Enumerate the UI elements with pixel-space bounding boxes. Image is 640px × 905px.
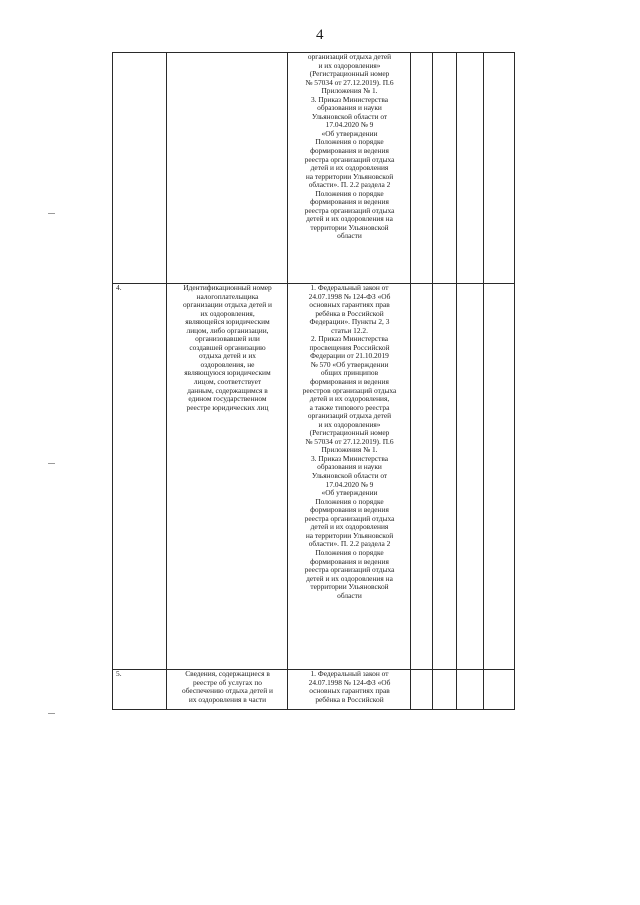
note-cell (484, 284, 515, 670)
row-number-cell (113, 53, 167, 284)
requirement-cell: Идентификационный номер налогоплательщика организации отдыха детей и их оздоровления, являющейся юридическим лицом, либо организации, организовавшей или создавшей организацию отдыха детей и их оздоровления, не являющуюся юридическим лицом, соответствует данным, содержащимся в едином государственном реестре юридических лиц (167, 284, 288, 670)
left-margin-mark (48, 213, 55, 214)
requirement-cell (167, 53, 288, 284)
requirement-cell: Сведения, содержащиеся в реестре об услугах по обеспечению отдыха детей и их оздоровления в части (167, 670, 288, 710)
answer-cell (433, 670, 457, 710)
answer-cell (457, 670, 484, 710)
legal-basis-cell: организаций отдыха детей и их оздоровления» (Регистрационный номер № 57034 от 27.12.2019). П.6 Приложения № 1. 3. Приказ Министерства образования и науки Ульяновской области от 17.04.2020 № 9 «Об утверждении Положения о порядке формирования и ведения реестра организаций отдыха детей и их оздоровления на территории Ульяновской области». П. 2.2 раздела 2 Положения о порядке формирования и ведения реестра организаций отдыха детей и их оздоровления на территории Ульяновской области (288, 53, 411, 284)
legal-basis-cell: 1. Федеральный закон от 24.07.1998 № 124-ФЗ «Об основных гарантиях прав ребёнка в Российской Федерации». Пункты 2, 3 статьи 12.2. 2. Приказ Министерства просвещения Российской Федерации от 21.10.2019 № 570 «Об утверждении общих принципов формирования и ведения реестров организаций отдыха детей и их оздоровления, а также типового реестра организаций отдыха детей и их оздоровления» (Регистрационный номер № 57034 от 27.12.2019). П.6 Приложения № 1. 3. Приказ Министерства образования и науки Ульяновской области от 17.04.2020 № 9 «Об утверждении Положения о порядке формирования и ведения реестра организаций отдыха детей и их оздоровления на территории Ульяновской области». П. 2.2 раздела 2 Положения о порядке формирования и ведения реестра организаций отдыха детей и их оздоровления на территории Ульяновской области (288, 284, 411, 670)
table-row (113, 284, 515, 670)
page-number: 4 (316, 27, 324, 43)
row-number-cell: 4. (113, 284, 167, 670)
requirements-table (112, 52, 515, 710)
answer-cell (411, 53, 433, 284)
left-margin-mark (48, 713, 55, 714)
answer-cell (457, 53, 484, 284)
table-row (113, 53, 515, 284)
table-row (113, 670, 515, 710)
note-cell (484, 53, 515, 284)
answer-cell (411, 670, 433, 710)
answer-cell (433, 53, 457, 284)
answer-cell (457, 284, 484, 670)
row-number-cell: 5. (113, 670, 167, 710)
left-margin-mark (48, 463, 55, 464)
note-cell (484, 670, 515, 710)
answer-cell (433, 284, 457, 670)
answer-cell (411, 284, 433, 670)
legal-basis-cell: 1. Федеральный закон от 24.07.1998 № 124-ФЗ «Об основных гарантиях прав ребёнка в Российской (288, 670, 411, 710)
